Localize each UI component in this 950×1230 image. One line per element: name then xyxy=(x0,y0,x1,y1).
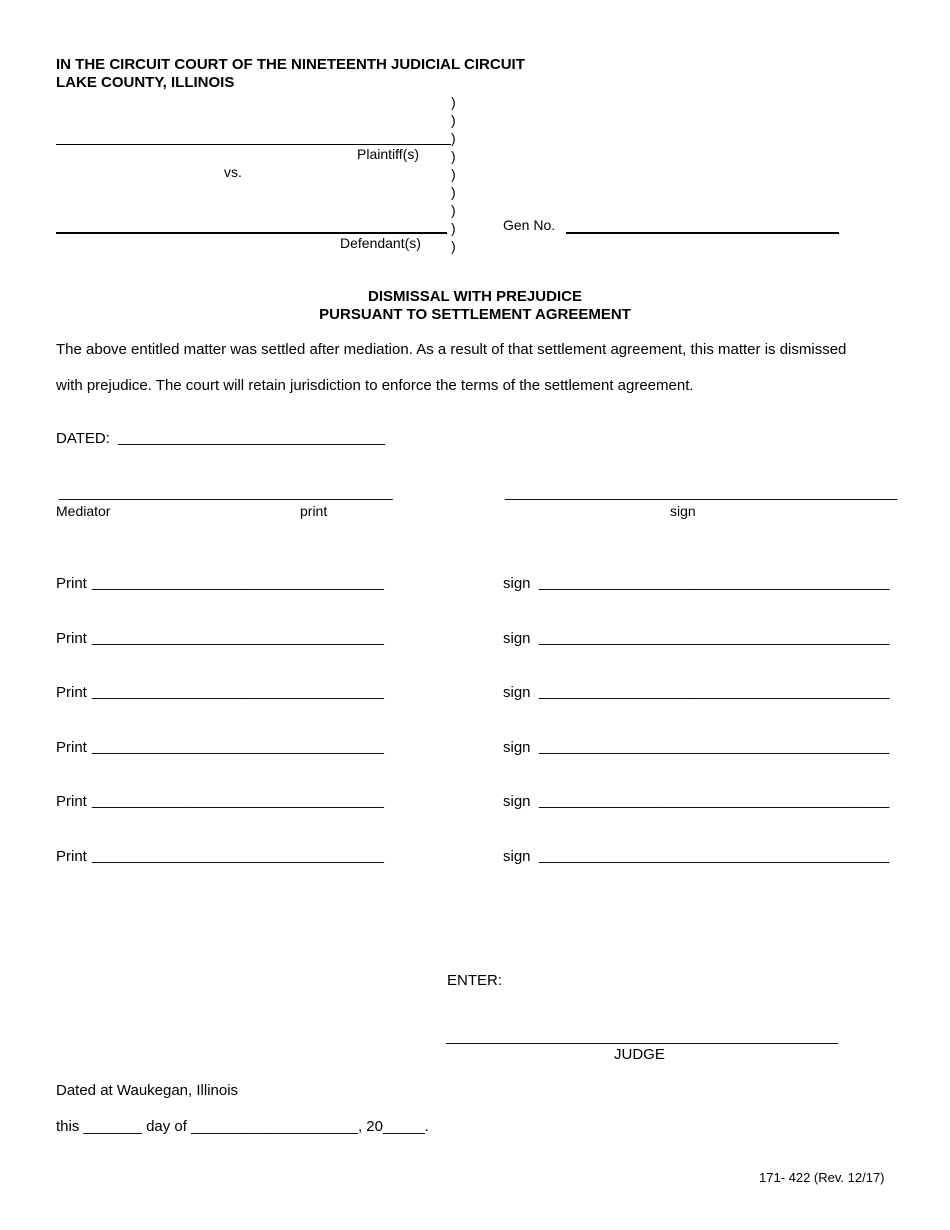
document-title: DISMISSAL WITH PREJUDICE xyxy=(368,288,582,305)
dated-field[interactable]: ________________________________ xyxy=(118,429,385,446)
gen-no-label: Gen No. xyxy=(503,217,556,233)
paren: ) xyxy=(451,94,456,110)
plaintiff-label: Plaintiff(s) xyxy=(357,146,419,162)
defendant-name-line[interactable] xyxy=(56,232,447,234)
mediator-sign-label: sign xyxy=(670,503,696,519)
enter-label: ENTER: xyxy=(447,972,503,989)
paren: ) xyxy=(451,130,456,146)
paren: ) xyxy=(451,166,456,182)
sign-field[interactable]: __________________________________________ xyxy=(539,738,890,755)
sign-field[interactable]: __________________________________________ xyxy=(539,629,890,646)
plaintiff-name-line[interactable] xyxy=(56,144,451,145)
sign-label: sign xyxy=(503,684,531,701)
defendant-label: Defendant(s) xyxy=(340,235,421,251)
dated-label: DATED: xyxy=(56,430,110,447)
dated-at-location: Dated at Waukegan, Illinois xyxy=(56,1082,239,1099)
mediator-label: Mediator xyxy=(56,503,111,519)
mediator-print-label: print xyxy=(300,503,328,519)
sign-field[interactable]: __________________________________________ xyxy=(539,847,890,864)
sign-field[interactable]: __________________________________________ xyxy=(539,683,890,700)
paren: ) xyxy=(451,202,456,218)
print-field[interactable]: ___________________________________ xyxy=(92,792,384,809)
body-paragraph-line2: with prejudice. The court will retain jurisdiction to enforce the terms of the settlement agreement. xyxy=(56,377,694,394)
court-county: LAKE COUNTY, ILLINOIS xyxy=(56,74,235,91)
mediator-print-field[interactable]: ________________________________________ xyxy=(59,484,393,501)
paren: ) xyxy=(451,184,456,200)
print-label: Print xyxy=(56,684,87,701)
print-field[interactable]: ___________________________________ xyxy=(92,847,384,864)
sign-label: sign xyxy=(503,739,531,756)
sign-label: sign xyxy=(503,575,531,592)
paren: ) xyxy=(451,148,456,164)
judge-signature-field[interactable]: _______________________________________________ xyxy=(446,1028,839,1045)
print-label: Print xyxy=(56,575,87,592)
gen-no-field[interactable] xyxy=(566,232,839,234)
sign-label: sign xyxy=(503,848,531,865)
versus-label: vs. xyxy=(224,164,242,180)
document-subtitle: PURSUANT TO SETTLEMENT AGREEMENT xyxy=(319,306,631,323)
form-number: 171- 422 (Rev. 12/17) xyxy=(759,1170,885,1185)
sign-label: sign xyxy=(503,793,531,810)
paren: ) xyxy=(451,112,456,128)
sign-field[interactable]: __________________________________________ xyxy=(539,792,890,809)
mediator-sign-field[interactable]: _______________________________________________ xyxy=(505,484,898,501)
print-label: Print xyxy=(56,630,87,647)
print-field[interactable]: ___________________________________ xyxy=(92,738,384,755)
print-label: Print xyxy=(56,793,87,810)
print-label: Print xyxy=(56,848,87,865)
paren: ) xyxy=(451,220,456,236)
print-field[interactable]: ___________________________________ xyxy=(92,574,384,591)
print-field[interactable]: ___________________________________ xyxy=(92,629,384,646)
date-entry-line[interactable]: this _______ day of ____________________, 20_____. xyxy=(56,1118,429,1135)
paren: ) xyxy=(451,238,456,254)
court-name: IN THE CIRCUIT COURT OF THE NINETEENTH JUDICIAL CIRCUIT xyxy=(56,56,525,73)
sign-label: sign xyxy=(503,630,531,647)
print-label: Print xyxy=(56,739,87,756)
sign-field[interactable]: __________________________________________ xyxy=(539,574,890,591)
body-paragraph-line1: The above entitled matter was settled after mediation. As a result of that settlement agreement, this matter is dismissed xyxy=(56,341,847,358)
print-field[interactable]: ___________________________________ xyxy=(92,683,384,700)
judge-label: JUDGE xyxy=(614,1046,665,1063)
